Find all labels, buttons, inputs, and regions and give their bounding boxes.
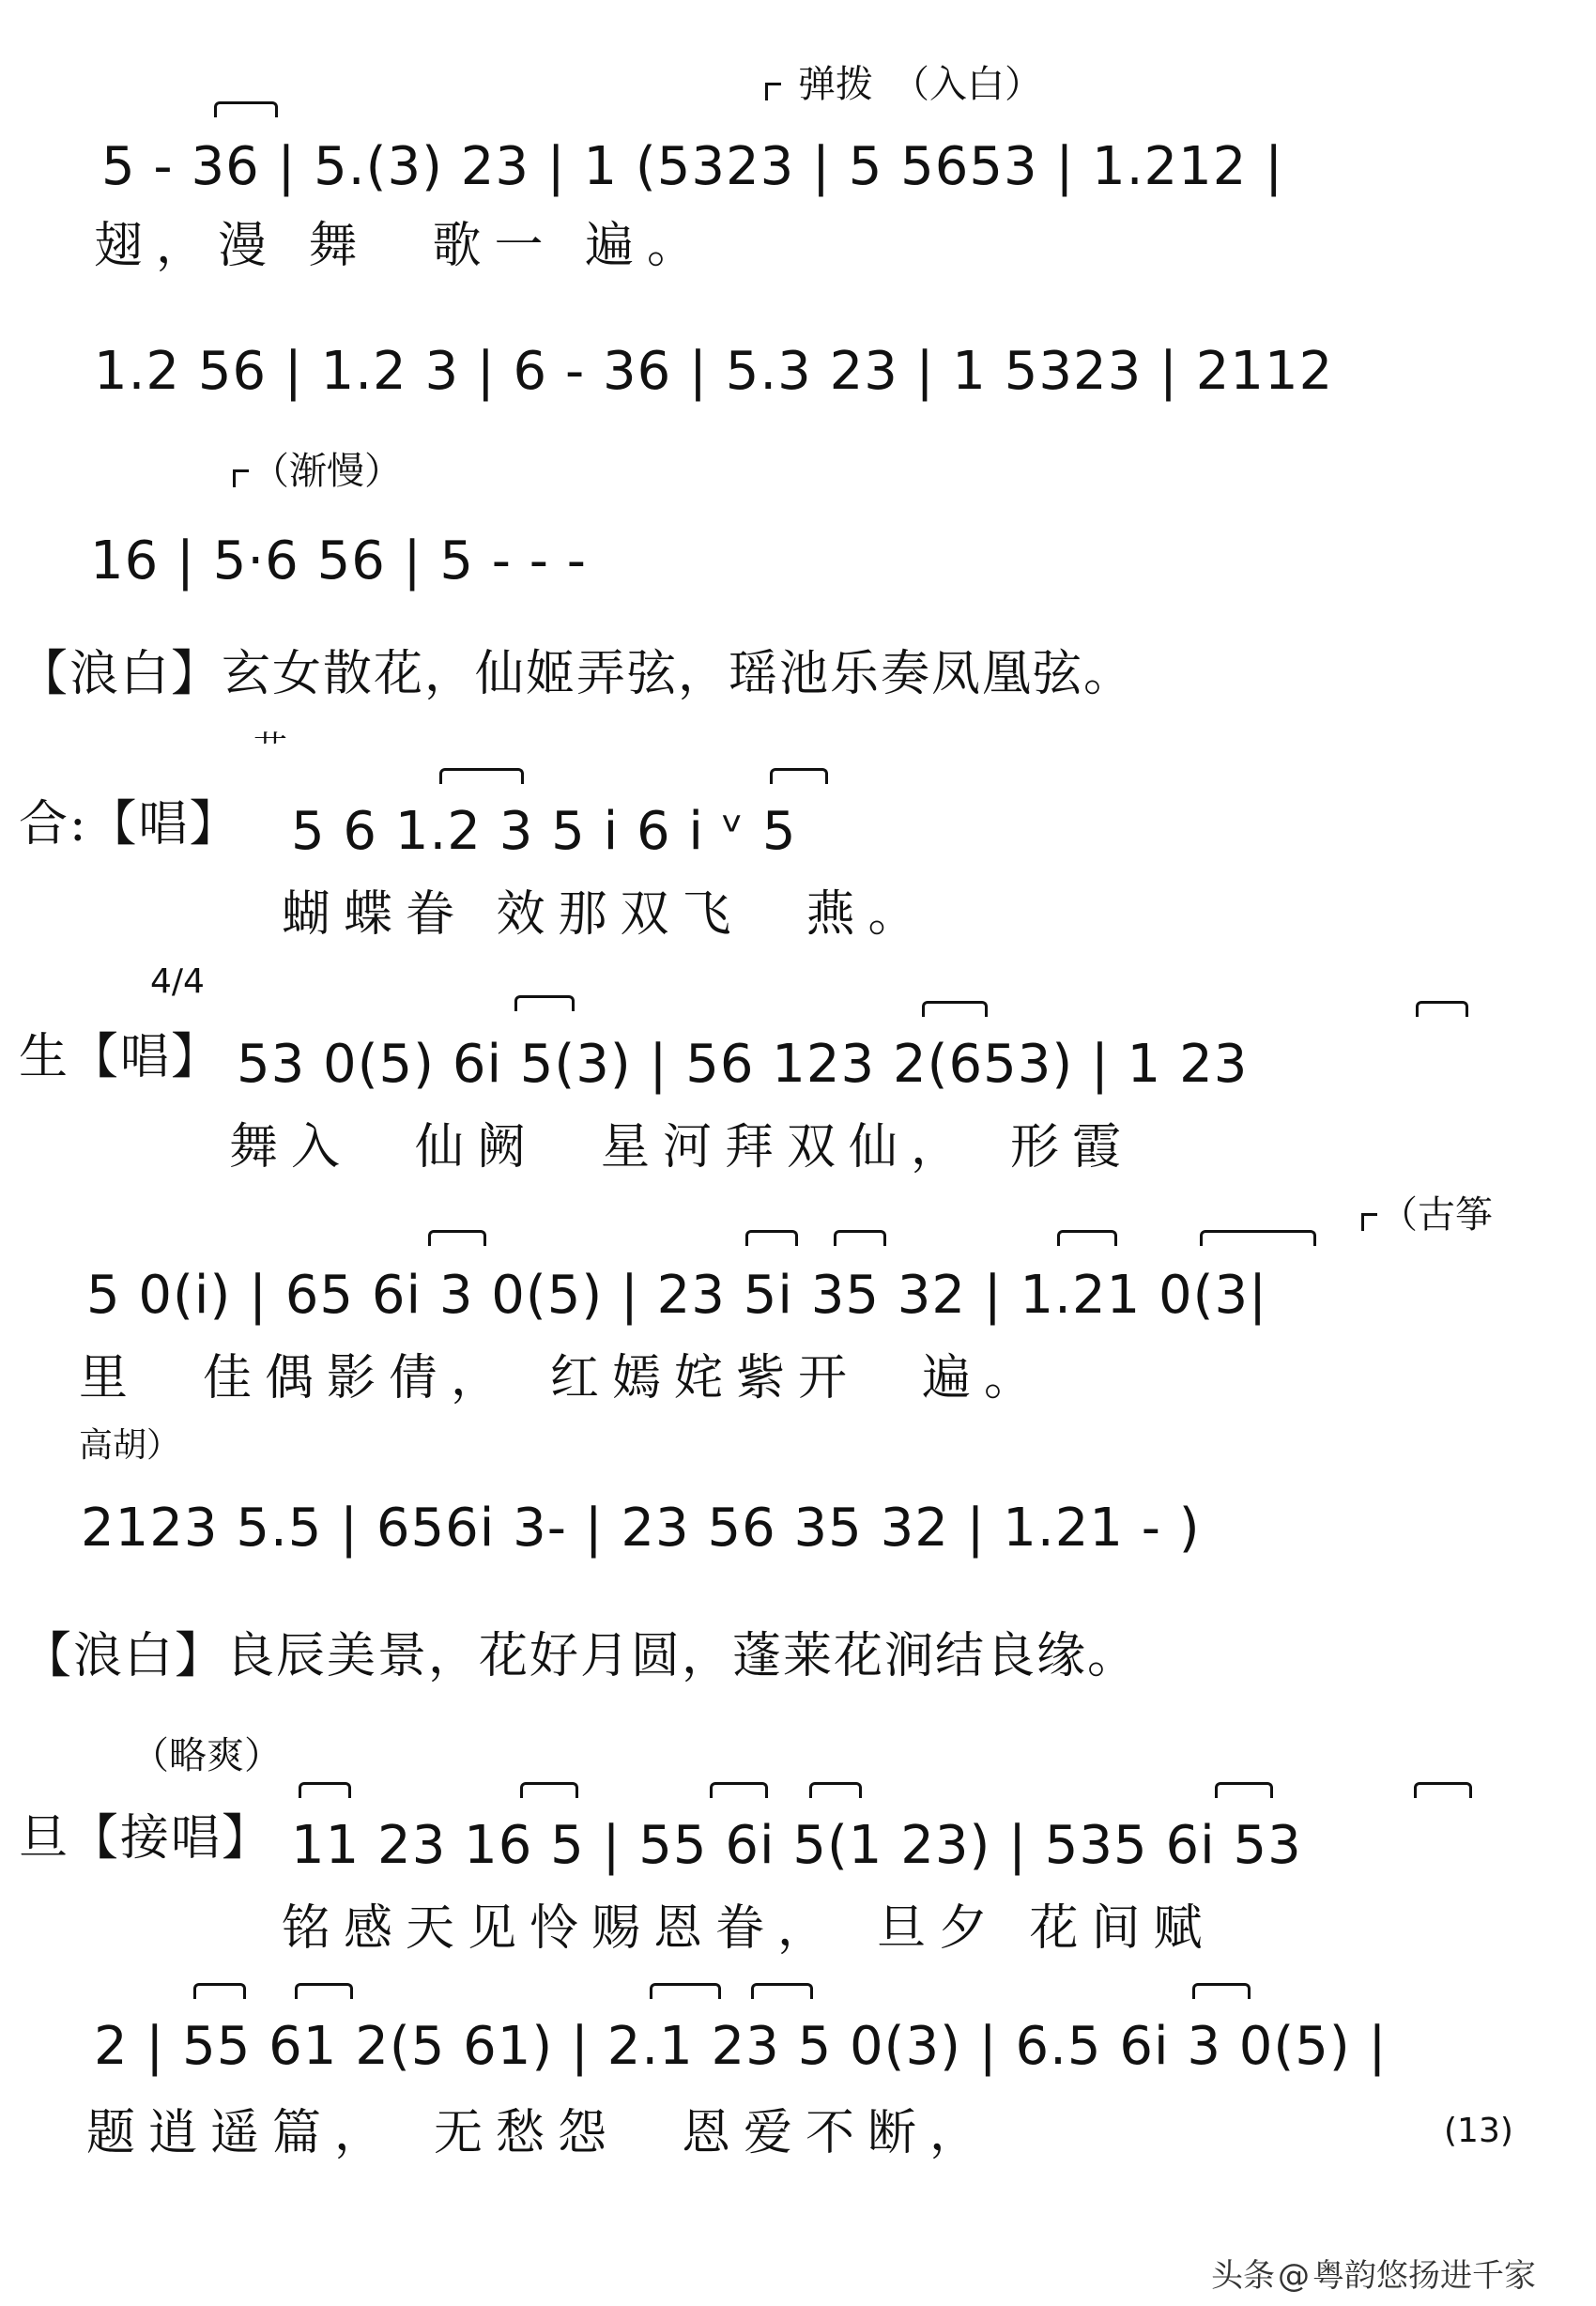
watermark-name: 粤韵悠扬进千家 [1312,2257,1536,2295]
slur-mark [193,1983,246,1999]
slur-mark [650,1983,721,1999]
spoken-line: 【浪白】玄女散花，仙姬弄弦，瑶池乐奏凤凰弦。 [19,646,1135,702]
lyric-line: 舞入 仙阙 星河拜双仙， 形霞 [229,1119,1135,1176]
time-signature: 4/4 [150,962,205,1001]
slur-mark [520,1782,578,1798]
notation-line: 5 - 36 | 5.(3) 23 | 1 (5323 | 5 5653 | 1.212 | [101,136,1284,197]
slur-mark [514,995,575,1011]
watermark-at: @ [1278,2257,1310,2295]
notation-line: 2123 5.5 | 656i 3- | 23 56 35 32 | 1.21 - ) [81,1498,1201,1559]
direction-bracket [233,469,249,487]
slur-mark [922,1001,988,1017]
role-label: 旦【接唱】 [19,1810,273,1867]
role-label: 合:【唱】 [19,796,240,853]
lyric-line: 蝴蝶眷 效那双飞 燕。 [282,886,930,943]
notation-line: 2 | 55 61 2(5 61) | 2.1 23 5 0(3) | 6.5 6i 3 0(5) | [94,2016,1388,2077]
slur-mark [428,1230,486,1246]
slur-mark [710,1782,768,1798]
spoken-line: 【浪白】良辰美景，花好月圆，蓬莱花涧结良缘。 [23,1628,1139,1684]
slur-mark [809,1782,862,1798]
direction-bracket [1361,1213,1377,1231]
performance-direction: 高胡） [79,1426,181,1465]
notation-line: 11 23 16 5 | 55 6i 5(1 23) | 535 6i 53 [291,1815,1302,1876]
performance-direction: （略爽） [131,1734,282,1777]
lyric-line: 翅，漫 舞 歌一 遍。 [94,218,710,274]
slur-mark [1414,1782,1472,1798]
role-label: 生【唱】 [19,1029,223,1085]
watermark [1211,2250,1536,2296]
notation-line: 53 0(5) 6i 5(3) | 56 123 2(653) | 1 23 [237,1034,1249,1095]
performance-direction: （渐慢） [252,450,402,493]
direction-bracket [765,83,781,100]
page-number: (13) [1444,2112,1513,2150]
slur-mark [1416,1001,1468,1017]
performance-direction: （古筝 [1380,1193,1493,1237]
notation-line: 1.2 56 | 1.2 3 | 6 - 36 | 5.3 23 | 1 5323 | 2112 [94,341,1334,402]
lyric-line: 铭感天见怜赐恩眷， 旦夕 花间赋 [282,1900,1216,1957]
slur-mark [214,101,278,117]
performance-direction: 弹拨 （入白） [798,63,1042,106]
slur-mark [299,1782,351,1798]
lyric-line: 里 佳偶影倩， 红嫣姹紫开 遍。 [79,1350,1047,1407]
slur-mark [439,768,524,784]
slur-mark [751,1983,813,1999]
notation-line: 5 6 1.2 3 5 i 6 i ᵛ 5 [291,801,797,862]
slur-mark [1200,1230,1316,1246]
slur-mark [745,1230,798,1246]
slur-mark [834,1230,886,1246]
notation-line: 5 0(i) | 65 6i 3 0(5) | 23 5i 35 32 | 1.21 0(3| [86,1265,1267,1326]
lyric-line: 题逍遥篇， 无愁怨 恩爱不断， [86,2105,992,2161]
slur-mark [1192,1983,1251,1999]
notation-line: 16 | 5·6 56 | 5 - - - [90,530,587,592]
slur-mark [295,1983,353,1999]
mark: 艹 [253,730,288,768]
slur-mark [1215,1782,1273,1798]
slur-mark [1057,1230,1117,1246]
watermark-prefix: 头条 [1211,2257,1275,2295]
slur-mark [770,768,828,784]
